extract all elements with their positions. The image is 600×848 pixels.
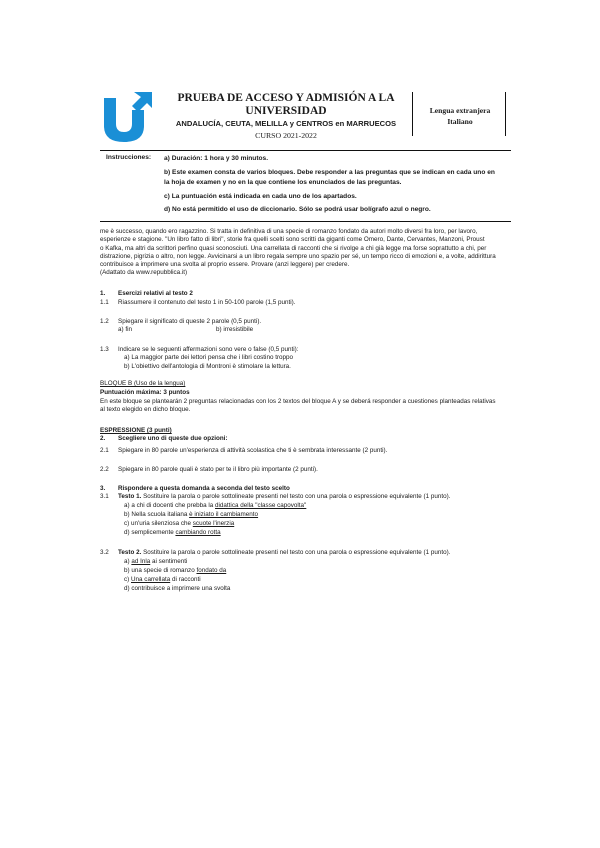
instruction-b-line1: b) Este examen consta de varios bloques. Debe responder a las preguntas que se indican en cada uno en: [164, 169, 495, 176]
underlined-term: Una carrellata: [131, 576, 171, 583]
q-1-3-text: Indicare se le seguenti affermazioni sono vere o false (0,5 punti):: [118, 346, 299, 353]
instruction-a: a) Duración: 1 hora y 30 minutos.: [164, 155, 269, 162]
q-1-1-number: 1.1: [100, 299, 109, 306]
item-text: b) una specie di romanzo: [124, 567, 195, 574]
instruction-d: d) No está permitido el uso de diccionario. Sólo se podrá usar bolígrafo azul o negro.: [164, 206, 431, 213]
block-b-desc-line2: al texto elegido en dicho bloque.: [100, 406, 191, 413]
q-3-2-c: [124, 576, 504, 584]
q-3-2-text: [118, 549, 518, 557]
text-line: me è successo, quando ero ragazzino. Si tratta in definitiva di una specie di romanzo fondato da autori molto diversi fra loro, per lavoro,: [100, 228, 478, 235]
q-1-3-b: b) L'obiettivo dell'antologia di Montroni è stimolare la lettura.: [124, 363, 291, 370]
reading-text: [100, 228, 520, 278]
underlined-term: ad Inla: [131, 558, 151, 565]
q-3-2-d: d) contribuisce a imprimere una svolta: [124, 585, 231, 592]
item-text: c): [124, 576, 130, 583]
q-1-3-a: a) La maggior parte dei lettori pensa che i libri costino troppo: [124, 354, 294, 361]
item-text: a): [124, 558, 130, 565]
exam-region: ANDALUCÍA, CEUTA, MELILLA y CENTROS en MARRUECOS: [175, 119, 397, 128]
q-1-2-number: 1.2: [100, 318, 109, 325]
underlined-term: cambiando rotta: [175, 529, 221, 536]
divider: [505, 92, 506, 136]
q-2-1-number: 2.1: [100, 447, 109, 454]
q-3-2-label: Testo 2.: [118, 549, 142, 556]
item-text: c) un'uria silenziosa che: [124, 520, 192, 527]
q-2-2-text: Spiegare in 80 parole quali è stato per te il libro più importante (2 punti).: [118, 466, 318, 473]
instruction-b-line2: la hoja de examen y no en la que contiene los enunciados de las preguntas.: [164, 179, 402, 186]
espressione-title: ESPRESSIONE (3 punti): [100, 427, 172, 434]
q-3-1-b: [124, 511, 504, 519]
item-text: di racconti: [171, 576, 201, 583]
section-2-number: 2.: [100, 435, 106, 442]
exam-title: PRUEBA DE ACCESO Y ADMISIÓN A LA UNIVERSIDAD: [177, 92, 395, 117]
block-b-title: BLOQUE B (Uso de la lengua): [100, 380, 186, 387]
block-b-desc-line1: En este bloque se plantearán 2 preguntas relacionadas con los 2 textos del bloque A y se deberá responder a cuestiones planteadas relativas: [100, 398, 496, 405]
section-3-title: Rispondere a questa domanda a seconda del testo scelto: [118, 485, 290, 492]
item-text: ai sentimenti: [152, 558, 188, 565]
text-line: esperienze e stagione. "Un libro fatto di libri", storie fra quelli scelti sono scritti da giganti come Omero, Dante, Cervantes, Manzoni, Proust: [100, 236, 485, 244]
university-logo: [100, 88, 156, 144]
underlined-term: è iniziato il cambiamento: [189, 511, 259, 518]
q-3-2-instruction: Sostituire la parola o parole sottolineate presenti nel testo con una parola o espressione equivalente (1 punto).: [143, 549, 451, 556]
q-1-2-b: b) irresistibile: [216, 326, 254, 333]
q-3-2-number: 3.2: [100, 549, 109, 556]
q-1-3-number: 1.3: [100, 346, 109, 353]
underlined-term: didattica della "classe capovolta": [215, 502, 307, 509]
q-1-2-text: Spiegare il significato di queste 2 parole (0,5 punti).: [118, 318, 262, 325]
q-3-1-number: 3.1: [100, 493, 109, 500]
section-3-number: 3.: [100, 485, 106, 492]
q-3-2-a: [124, 558, 504, 566]
q-3-1-text: [118, 493, 518, 501]
q-3-1-label: Testo 1.: [118, 493, 142, 500]
text-line: contribuisce a imprimere una svolta al proprio essere. Provare (anzi leggere) per credere.: [100, 261, 350, 269]
section-1-title: Esercizi relativi al testo 2: [118, 290, 193, 297]
exam-course: CURSO 2021-2022: [255, 131, 317, 140]
section-2-title: Scegliere uno di queste due opzioni:: [118, 435, 228, 442]
instructions-label: Instrucciones:: [106, 154, 152, 161]
q-1-1-text: Riassumere il contenuto del testo 1 in 50-100 parole (1,5 punti).: [118, 299, 296, 306]
subject-label: [420, 105, 500, 127]
q-2-1-text: Spiegare in 80 parole un'esperienza di attività scolastica che ti è sembrata interessante (2 punti).: [118, 447, 388, 454]
block-b-score: Puntuación máxima: 3 puntos: [100, 389, 190, 396]
text-source: (Adattato da www.repubblica.it): [100, 269, 188, 277]
subject-line-1: Lengua extranjera: [429, 106, 491, 115]
item-text: a) a chi di docenti che prebba la: [124, 502, 214, 509]
text-line: o Kafka, ma altri da scrittori perfino quasi sconosciuti. Una carrellata di racconti che si rivolge a chi già legge ma forse soprattutto a chi, per: [100, 244, 487, 252]
q-2-2-number: 2.2: [100, 466, 109, 473]
subject-line-2: Italiano: [447, 117, 473, 126]
q-3-1-d: [124, 529, 504, 537]
underlined-term: scuote l'inerzia: [192, 520, 235, 527]
q-3-2-b: [124, 567, 504, 575]
divider: [412, 92, 413, 136]
q-3-1-a: [124, 502, 504, 510]
q-3-1-c: [124, 520, 504, 528]
q-1-2-a: a) fin: [118, 326, 132, 333]
q-3-1-instruction: Sostituire la parola o parole sottolineate presenti nel testo con una parola o espressione equivalente (1 punto).: [143, 493, 451, 500]
text-line: distrazione, pigrizia o altro, non legge. Avvicinarsi a un libro regala sempre uno spazio per sé, un tempo ricco di emozioni e, a volte, addirittura: [100, 252, 496, 260]
section-1-number: 1.: [100, 290, 106, 297]
item-text: b) Nella scuola italiana: [124, 511, 188, 518]
underlined-term: fondato da: [196, 567, 227, 574]
item-text: d) semplicemente: [124, 529, 174, 536]
instruction-c: c) La puntuación está indicada en cada uno de los apartados.: [164, 193, 357, 200]
